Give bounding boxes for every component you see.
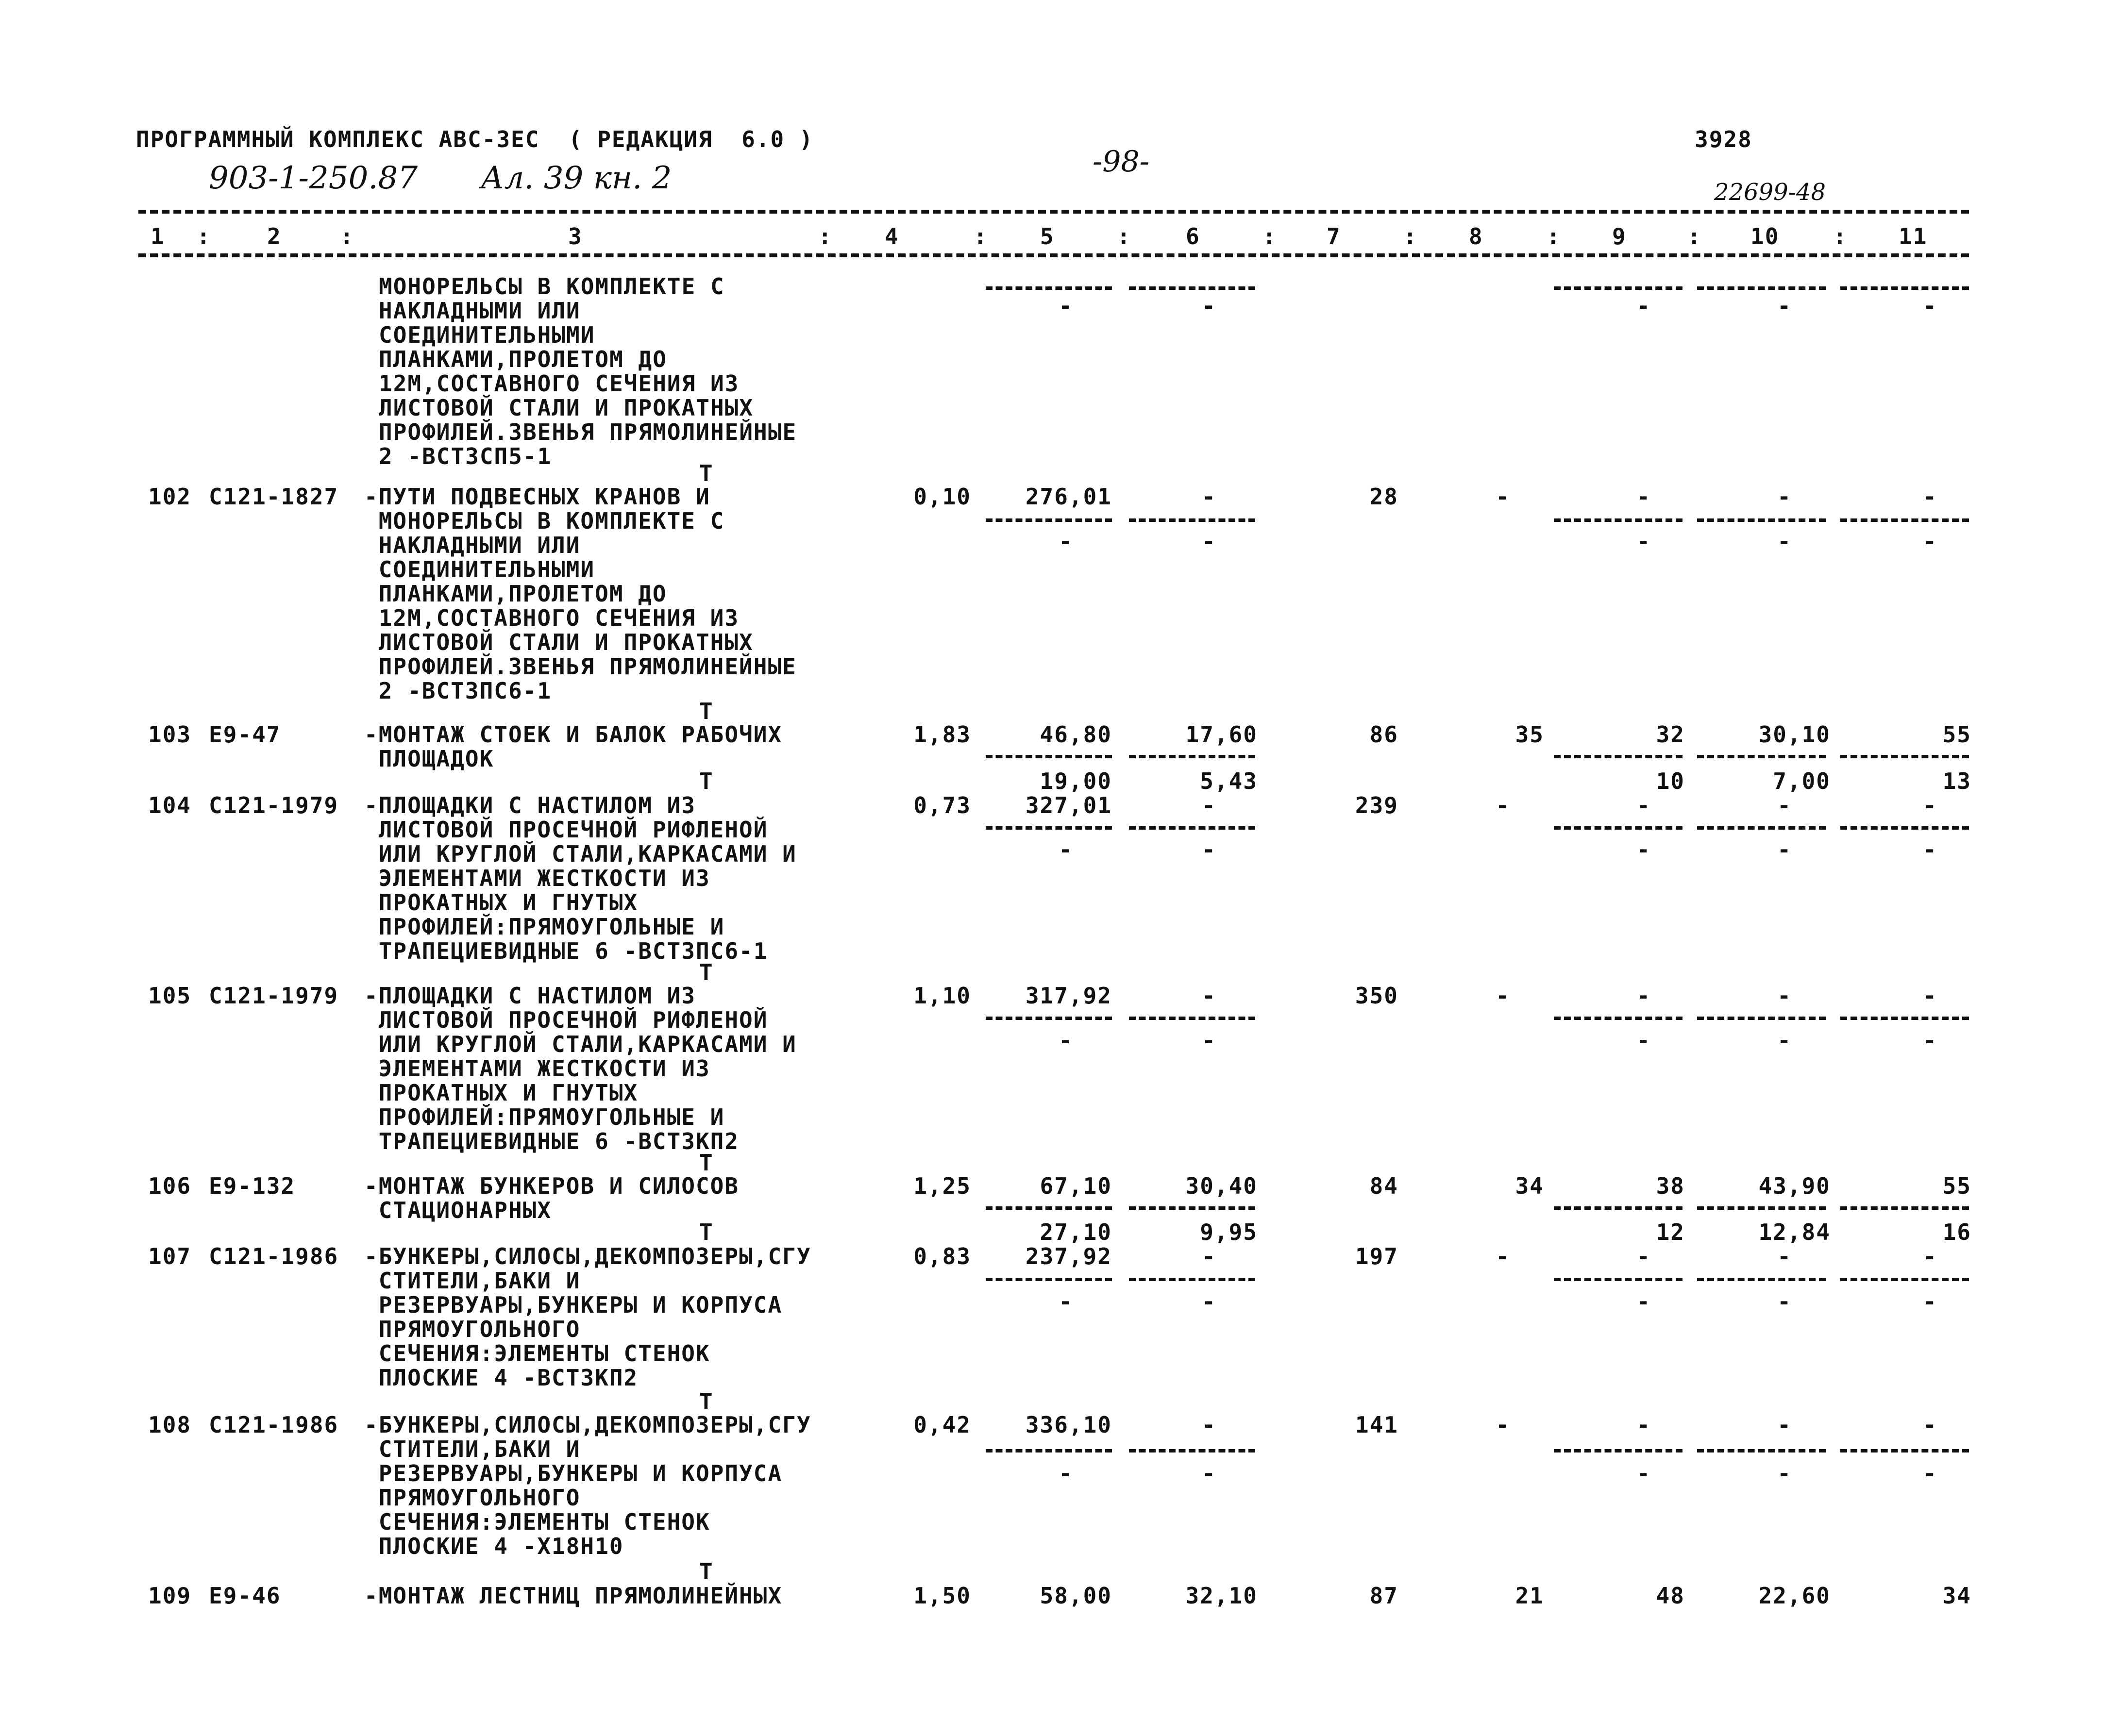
cell-9b: - bbox=[1636, 836, 1651, 863]
col-header-10: 10 bbox=[1750, 223, 1780, 250]
cell-separator bbox=[1554, 1017, 1683, 1020]
cell-separator bbox=[986, 1206, 1112, 1210]
cell-separator bbox=[986, 826, 1112, 830]
cell-separator bbox=[1129, 1206, 1255, 1210]
row-code: С121-1986 bbox=[209, 1412, 339, 1438]
cell-5: 67,10 bbox=[1040, 1173, 1112, 1199]
row-code: Е9-132 bbox=[209, 1173, 296, 1199]
row-code: С121-1979 bbox=[209, 792, 339, 818]
cell-separator bbox=[1840, 518, 1969, 522]
album-number: Ал. 39 кн. 2 bbox=[481, 160, 672, 196]
cell-separator bbox=[1697, 1017, 1826, 1020]
col-header-4: 4 bbox=[885, 223, 899, 250]
col-header-9: 9 bbox=[1612, 223, 1627, 250]
cell-8: - bbox=[1496, 1412, 1510, 1438]
cell-11: - bbox=[1923, 792, 1937, 818]
row-id: 107 bbox=[148, 1243, 192, 1269]
cell-9: - bbox=[1636, 792, 1651, 818]
cell-9b: - bbox=[1636, 1460, 1651, 1486]
cell-11: 34 bbox=[1942, 1583, 1971, 1609]
col-header-3: 3 bbox=[568, 223, 583, 250]
cell-separator bbox=[1840, 1017, 1969, 1020]
cell-10: - bbox=[1777, 1412, 1792, 1438]
cell-10b: - bbox=[1777, 528, 1792, 554]
header-rule-bottom bbox=[138, 253, 1969, 257]
row-description: -БУНКЕРЫ,СИЛОСЫ,ДЕКОМПОЗЕРЫ,СГУ СТИТЕЛИ,БАКИ И РЕЗЕРВУАРЫ,БУНКЕРЫ И КОРПУСА ПРЯМОУГОЛЬНОГО СЕЧЕНИЯ:ЭЛЕМЕНТЫ СТЕНОК ПЛОСКИЕ 4 -Х18Н10 bbox=[364, 1412, 811, 1559]
cell-7: 84 bbox=[1369, 1173, 1398, 1199]
cell-5b: - bbox=[1059, 1460, 1073, 1486]
cell-5: 237,92 bbox=[1025, 1243, 1112, 1269]
col-header-1: 1 bbox=[151, 223, 165, 250]
cell-9: - bbox=[1636, 1412, 1651, 1438]
cell-11: - bbox=[1923, 1243, 1937, 1269]
cell-separator bbox=[1554, 518, 1683, 522]
cell-separator bbox=[1697, 826, 1826, 830]
cell-separator bbox=[1840, 826, 1969, 830]
cell-separator bbox=[986, 1449, 1112, 1452]
cell-11b: - bbox=[1923, 1027, 1937, 1053]
row-description: -ПЛОЩАДКИ С НАСТИЛОМ ИЗ ЛИСТОВОЙ ПРОСЕЧНОЙ РИФЛЕНОЙ ИЛИ КРУГЛОЙ СТАЛИ,КАРКАСАМИ И ЭЛЕМЕНТАМИ ЖЕСТКОСТИ ИЗ ПРОКАТНЫХ И ГНУТЫХ ПРОФИЛЕЙ:ПРЯМОУГОЛЬНЫЕ И ТРАПЕЦИЕВИДНЫЕ 6 -ВСТ3ПС6-1 bbox=[364, 792, 797, 964]
row-code: С121-1986 bbox=[209, 1243, 339, 1269]
program-title: ПРОГРАММНЫЙ КОМПЛЕКС АВС-ЗЕС ( РЕДАКЦИЯ 6.0 ) bbox=[136, 126, 814, 152]
row-marker: Т bbox=[699, 698, 714, 724]
cell-9b: 12 bbox=[1656, 1219, 1685, 1245]
row-marker: Т bbox=[699, 1150, 714, 1176]
cell-5b: - bbox=[1059, 1288, 1073, 1315]
cell-7: 86 bbox=[1369, 721, 1398, 748]
cell-separator bbox=[1697, 518, 1826, 522]
cell-separator bbox=[986, 1278, 1112, 1281]
cell-6b: - bbox=[1202, 1288, 1216, 1315]
cell-11: - bbox=[1923, 484, 1937, 510]
cell-10b: 7,00 bbox=[1773, 768, 1831, 794]
cell-separator bbox=[986, 1017, 1112, 1020]
cell-9b: - bbox=[1636, 1288, 1651, 1315]
cell-10b: - bbox=[1777, 1027, 1792, 1053]
cell-11b: - bbox=[1923, 528, 1937, 554]
cell-10b: - bbox=[1777, 1288, 1792, 1315]
cell-10b: - bbox=[1777, 1460, 1792, 1486]
cell-8: 21 bbox=[1515, 1583, 1544, 1609]
cell-9b: - bbox=[1636, 293, 1651, 319]
cell-6: - bbox=[1202, 792, 1216, 818]
cell-6b: 5,43 bbox=[1200, 768, 1258, 794]
cell-separator bbox=[1129, 1278, 1255, 1281]
row-description: -МОНТАЖ БУНКЕРОВ И СИЛОСОВ СТАЦИОНАРНЫХ bbox=[364, 1173, 740, 1223]
cell-separator bbox=[1840, 1278, 1969, 1281]
cell-4: 1,25 bbox=[913, 1173, 971, 1199]
cell-10b: - bbox=[1777, 836, 1792, 863]
cell-separator bbox=[1554, 826, 1683, 830]
col-separator: : bbox=[1833, 223, 1848, 250]
cell-10b: 12,84 bbox=[1758, 1219, 1831, 1245]
page-number: -98- bbox=[1093, 145, 1149, 179]
cell-5: 336,10 bbox=[1025, 1412, 1112, 1438]
cell-5b: 19,00 bbox=[1040, 768, 1112, 794]
cell-separator bbox=[1554, 1278, 1683, 1281]
cell-9b: - bbox=[1636, 1027, 1651, 1053]
cell-separator bbox=[1697, 1206, 1826, 1210]
cell-11b: 16 bbox=[1942, 1219, 1971, 1245]
cell-7: 239 bbox=[1355, 792, 1398, 818]
cell-11: 55 bbox=[1942, 1173, 1971, 1199]
cell-8: 34 bbox=[1515, 1173, 1544, 1199]
cell-4: 1,10 bbox=[913, 983, 971, 1009]
row-marker: Т bbox=[699, 1219, 714, 1245]
cell-9: - bbox=[1636, 983, 1651, 1009]
cell-separator bbox=[1554, 1449, 1683, 1452]
cell-5: 46,80 bbox=[1040, 721, 1112, 748]
row-id: 109 bbox=[148, 1583, 192, 1609]
cell-6b: - bbox=[1202, 1460, 1216, 1486]
col-separator: : bbox=[1547, 223, 1561, 250]
cell-6b: - bbox=[1202, 528, 1216, 554]
cell-separator bbox=[986, 755, 1112, 758]
cell-6: - bbox=[1202, 484, 1216, 510]
cell-5: 327,01 bbox=[1025, 792, 1112, 818]
cell-4: 0,10 bbox=[913, 484, 971, 510]
header-rule-top bbox=[138, 210, 1969, 214]
cell-4: 1,83 bbox=[913, 721, 971, 748]
cell-separator bbox=[1129, 1449, 1255, 1452]
cell-6: - bbox=[1202, 1412, 1216, 1438]
col-separator: : bbox=[197, 223, 211, 250]
cell-separator bbox=[1129, 755, 1255, 758]
cell-10: - bbox=[1777, 792, 1792, 818]
cell-10: - bbox=[1777, 1243, 1792, 1269]
cell-separator bbox=[1840, 1449, 1969, 1452]
cell-6b: - bbox=[1202, 836, 1216, 863]
row-id: 102 bbox=[148, 484, 192, 510]
cell-10: - bbox=[1777, 484, 1792, 510]
row-marker: Т bbox=[699, 959, 714, 985]
cell-separator bbox=[1554, 1206, 1683, 1210]
cell-7: 28 bbox=[1369, 484, 1398, 510]
cell-separator bbox=[1840, 286, 1969, 290]
cell-11: 55 bbox=[1942, 721, 1971, 748]
cell-4: 0,42 bbox=[913, 1412, 971, 1438]
cell-separator bbox=[1697, 755, 1826, 758]
cell-separator bbox=[1840, 1206, 1969, 1210]
cell-5: 276,01 bbox=[1025, 484, 1112, 510]
cell-5: 317,92 bbox=[1025, 983, 1112, 1009]
row-code: Е9-47 bbox=[209, 721, 281, 748]
cell-11b: 13 bbox=[1942, 768, 1971, 794]
col-separator: : bbox=[1262, 223, 1277, 250]
cell-7: 141 bbox=[1355, 1412, 1398, 1438]
cell-separator bbox=[1697, 1278, 1826, 1281]
cell-9: 38 bbox=[1656, 1173, 1685, 1199]
cell-separator bbox=[1129, 1017, 1255, 1020]
row-description: -МОНТАЖ ЛЕСТНИЦ ПРЯМОЛИНЕЙНЫХ bbox=[364, 1583, 783, 1609]
cell-4: 0,83 bbox=[913, 1243, 971, 1269]
cell-10: - bbox=[1777, 983, 1792, 1009]
cell-6b: 9,95 bbox=[1200, 1219, 1258, 1245]
cell-6: 17,60 bbox=[1185, 721, 1258, 748]
cell-7: 350 bbox=[1355, 983, 1398, 1009]
cell-5b: - bbox=[1059, 528, 1073, 554]
row-description: -ПУТИ ПОДВЕСНЫХ КРАНОВ И МОНОРЕЛЬСЫ В КОМПЛЕКТЕ С НАКЛАДНЫМИ ИЛИ СОЕДИНИТЕЛЬНЫМИ ПЛАНКАМИ,ПРОЛЕТОМ ДО 12М,СОСТАВНОГО СЕЧЕНИЯ ИЗ ЛИСТОВОЙ СТАЛИ И ПРОКАТНЫХ ПРОФИЛЕЙ.ЗВЕНЬЯ ПРЯМОЛИНЕЙНЫЕ 2 -ВСТ3ПС6-1 bbox=[364, 484, 797, 704]
row-description: -БУНКЕРЫ,СИЛОСЫ,ДЕКОМПОЗЕРЫ,СГУ СТИТЕЛИ,БАКИ И РЕЗЕРВУАРЫ,БУНКЕРЫ И КОРПУСА ПРЯМОУГОЛЬНОГО СЕЧЕНИЯ:ЭЛЕМЕНТЫ СТЕНОК ПЛОСКИЕ 4 -ВСТ3КП2 bbox=[364, 1243, 811, 1391]
row-code: С121-1827 bbox=[209, 484, 339, 510]
cell-5b: - bbox=[1059, 293, 1073, 319]
cell-10: 22,60 bbox=[1758, 1583, 1831, 1609]
cell-separator bbox=[986, 518, 1112, 522]
cell-9: 48 bbox=[1656, 1583, 1685, 1609]
cell-9b: - bbox=[1636, 528, 1651, 554]
col-separator: : bbox=[1687, 223, 1702, 250]
cell-8: - bbox=[1496, 1243, 1510, 1269]
cell-9: 32 bbox=[1656, 721, 1685, 748]
col-header-2: 2 bbox=[267, 223, 282, 250]
cell-separator bbox=[1129, 286, 1255, 290]
col-separator: : bbox=[818, 223, 833, 250]
cell-11: - bbox=[1923, 1412, 1937, 1438]
cell-8: - bbox=[1496, 792, 1510, 818]
cell-5b: - bbox=[1059, 836, 1073, 863]
cell-6: - bbox=[1202, 1243, 1216, 1269]
sheet-code: 3928 bbox=[1695, 126, 1752, 152]
cell-separator bbox=[1554, 755, 1683, 758]
cell-5: 58,00 bbox=[1040, 1583, 1112, 1609]
cell-8: - bbox=[1496, 983, 1510, 1009]
col-header-7: 7 bbox=[1327, 223, 1341, 250]
cell-6b: - bbox=[1202, 293, 1216, 319]
col-header-5: 5 bbox=[1040, 223, 1055, 250]
cell-separator bbox=[1697, 1449, 1826, 1452]
inventory-number: 22699-48 bbox=[1714, 179, 1826, 206]
cell-10: 30,10 bbox=[1758, 721, 1831, 748]
row-description: -МОНТАЖ СТОЕК И БАЛОК РАБОЧИХ ПЛОЩАДОК bbox=[364, 721, 783, 772]
cell-separator bbox=[1840, 755, 1969, 758]
col-header-6: 6 bbox=[1186, 223, 1200, 250]
cell-11b: - bbox=[1923, 1288, 1937, 1315]
row-description: МОНОРЕЛЬСЫ В КОМПЛЕКТЕ С НАКЛАДНЫМИ ИЛИ СОЕДИНИТЕЛЬНЫМИ ПЛАНКАМИ,ПРОЛЕТОМ ДО 12М,СОСТАВНОГО СЕЧЕНИЯ ИЗ ЛИСТОВОЙ СТАЛИ И ПРОКАТНЫХ ПРОФИЛЕЙ.ЗВЕНЬЯ ПРЯМОЛИНЕЙНЫЕ 2 -ВСТ3СП5-1 bbox=[379, 273, 797, 469]
row-id: 103 bbox=[148, 721, 192, 748]
doc-number: 903-1-250.87 bbox=[209, 160, 418, 196]
cell-8: - bbox=[1496, 484, 1510, 510]
cell-10: 43,90 bbox=[1758, 1173, 1831, 1199]
row-id: 108 bbox=[148, 1412, 192, 1438]
cell-11b: - bbox=[1923, 293, 1937, 319]
cell-separator bbox=[1554, 286, 1683, 290]
row-id: 106 bbox=[148, 1173, 192, 1199]
col-separator: : bbox=[1117, 223, 1131, 250]
cell-11: - bbox=[1923, 983, 1937, 1009]
col-header-8: 8 bbox=[1469, 223, 1483, 250]
cell-4: 1,50 bbox=[913, 1583, 971, 1609]
col-separator: : bbox=[1403, 223, 1418, 250]
cell-7: 87 bbox=[1369, 1583, 1398, 1609]
cell-separator bbox=[1697, 286, 1826, 290]
cell-8: 35 bbox=[1515, 721, 1544, 748]
cell-6: 30,40 bbox=[1185, 1173, 1258, 1199]
cell-4: 0,73 bbox=[913, 792, 971, 818]
col-separator: : bbox=[974, 223, 988, 250]
cell-5b: 27,10 bbox=[1040, 1219, 1112, 1245]
cell-6: 32,10 bbox=[1185, 1583, 1258, 1609]
row-code: С121-1979 bbox=[209, 983, 339, 1009]
row-marker: Т bbox=[699, 1388, 714, 1415]
cell-6b: - bbox=[1202, 1027, 1216, 1053]
row-id: 104 bbox=[148, 792, 192, 818]
cell-6: - bbox=[1202, 983, 1216, 1009]
cell-9: - bbox=[1636, 1243, 1651, 1269]
cell-separator bbox=[986, 286, 1112, 290]
cell-separator bbox=[1129, 826, 1255, 830]
cell-separator bbox=[1129, 518, 1255, 522]
cell-11b: - bbox=[1923, 1460, 1937, 1486]
row-description: -ПЛОЩАДКИ С НАСТИЛОМ ИЗ ЛИСТОВОЙ ПРОСЕЧНОЙ РИФЛЕНОЙ ИЛИ КРУГЛОЙ СТАЛИ,КАРКАСАМИ И ЭЛЕМЕНТАМИ ЖЕСТКОСТИ ИЗ ПРОКАТНЫХ И ГНУТЫХ ПРОФИЛЕЙ:ПРЯМОУГОЛЬНЫЕ И ТРАПЕЦИЕВИДНЫЕ 6 -ВСТ3КП2 bbox=[364, 983, 797, 1154]
col-separator: : bbox=[340, 223, 354, 250]
row-marker: Т bbox=[699, 460, 714, 486]
cell-7: 197 bbox=[1355, 1243, 1398, 1269]
row-marker: Т bbox=[699, 768, 714, 794]
row-id: 105 bbox=[148, 983, 192, 1009]
cell-11b: - bbox=[1923, 836, 1937, 863]
cell-10b: - bbox=[1777, 293, 1792, 319]
cell-9b: 10 bbox=[1656, 768, 1685, 794]
row-marker: Т bbox=[699, 1558, 714, 1585]
row-code: Е9-46 bbox=[209, 1583, 281, 1609]
cell-9: - bbox=[1636, 484, 1651, 510]
col-header-11: 11 bbox=[1899, 223, 1928, 250]
cell-5b: - bbox=[1059, 1027, 1073, 1053]
